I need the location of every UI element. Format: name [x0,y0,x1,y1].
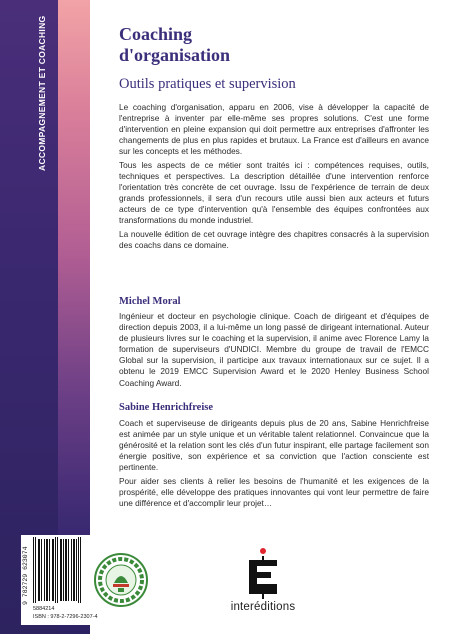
publisher-name: interéditions [230,601,296,613]
barcode-area [21,535,98,625]
author-bio-paragraph: Coach et superviseuse de dirigeants depuis plus de 20 ans, Sabine Henrichfreise est animée par un style unique et un véritable talent relationnel. Convaincue que la générosité et la relation sont les clés d'un futur inspirant, elle partage facilement son énergie positive, son expérience et sa conviction que l'action consciente est pertinente. [119,418,429,473]
barcode-icon [21,535,91,605]
isbn: ISBN : 978-2-7296-2307-4 [33,614,98,620]
summary-text [119,102,429,254]
product-code: 5884214 [33,606,55,612]
summary-paragraph: Tous les aspects de ce métier sont traités ici : compétences requises, outils, techniques et perspectives. La description détaillée d'une intervention renforce l'orientation très concrète de cet ouvrage. Issu de l'expérience de terrain de deux grands professionnels, il sera d'un recours utile aussi bien aux acteurs et futurs acteurs de ce type d'intervention qu'à l'ensemble des équipes confrontées aux transformations du monde industriel. [119,159,429,226]
barcode-digits: 9 782729 623074 [22,546,29,605]
book-title-line1: Coaching [119,24,193,44]
book-subtitle: Outils pratiques et supervision [119,76,296,92]
author-bio [119,311,429,391]
author-bio-paragraph: Ingénieur et docteur en psychologie clinique. Coach de dirigeant et d'équipes de direction depuis 2003, il a lui-même un long passé de dirigeant international. Auteur de plusieurs livres sur le coaching et la supervision, il anime avec Florence Lamy la formation de superviseurs d'UNDICI. Membre du groupe de travail de l'EMCC Global sur la supervision, il participe aux travaux internationaux sur ce sujet. Il a obtenu le 2019 EMCC Supervision Award et le 2020 Henley Business School Coaching Award. [119,311,429,388]
interditions-e-logo-icon [244,548,282,600]
series-title: ACCOMPAGNEMENT ET COACHING [37,16,47,172]
summary-paragraph: Le coaching d'organisation, apparu en 2006, vise à développer la capacité de l'entreprise à inventer par elle-même ses propres solutions. C'est une forme d'intervention en pleine expansion qui doit permettre aux entreprises d'affronter les changements de plus en plus rapides et brutaux. La France est d'ailleurs en avance sur les concepts et les méthodes. [119,102,429,157]
author-bio-paragraph: Pour aider ses clients à relier les besoins de l'humanité et les exigences de la prospérité, elle développe des pratiques innovantes qui vont leur permettre de faire une différence et d'accomplir leur projet… [119,475,429,509]
eco-label-badge-icon [94,553,148,607]
author-bio [119,418,429,512]
book-title-line2: d'organisation [119,45,231,65]
author-name: Michel Moral [119,296,181,307]
author-name: Sabine Henrichfreise [119,402,214,413]
book-title [119,24,419,66]
summary-paragraph: La nouvelle édition de cet ouvrage intègre des chapitres consacrés à la supervision des coachs dans ce domaine. [119,229,429,251]
